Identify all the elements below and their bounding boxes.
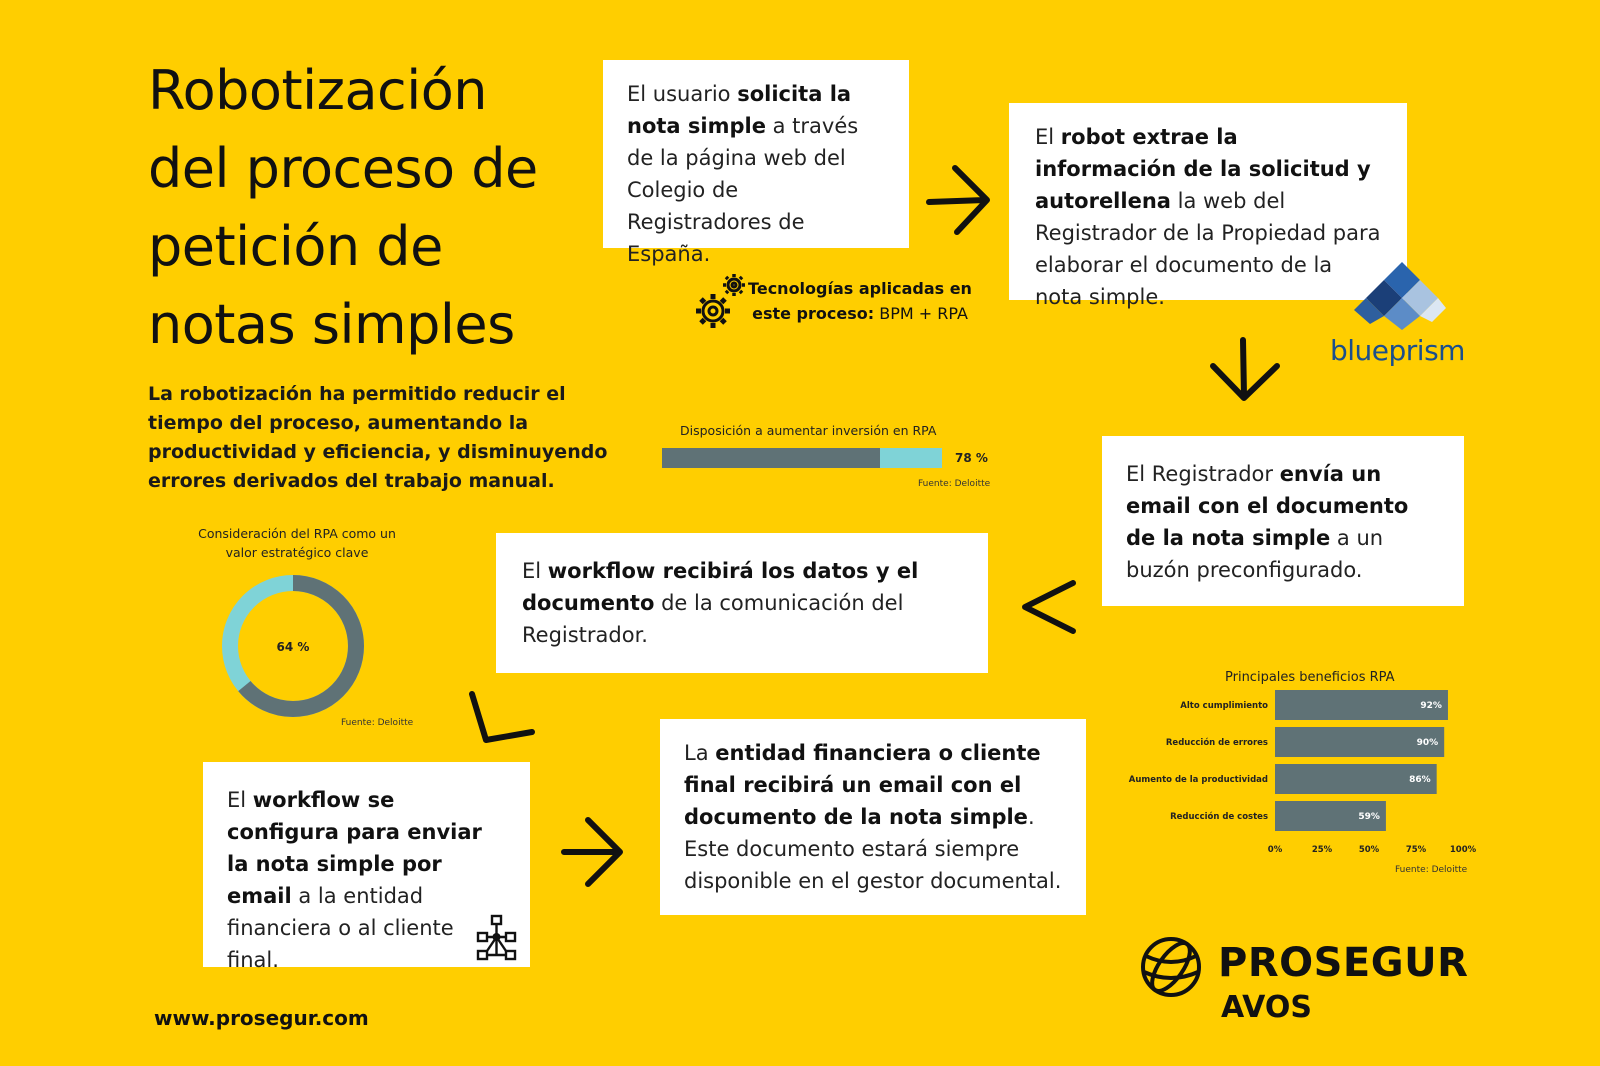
arrow-down-icon <box>1205 336 1285 406</box>
chart-source: Fuente: Deloitte <box>1395 865 1468 875</box>
benefits-bar-chart <box>1110 688 1490 868</box>
step-2-text-a: El <box>1035 125 1061 149</box>
intro-text: La robotización ha permitido reducir el tiempo del proceso, aumentando la productividad y eficiencia, y disminuyendo errores derivados del trabajo manual. <box>148 383 608 492</box>
tech-normal: BPM + RPA <box>874 304 968 323</box>
bar-category-label: Reducción de costes <box>1170 812 1268 822</box>
bar-value-label: 92% <box>1420 701 1442 711</box>
donut-value: 64 % <box>276 640 310 654</box>
step-3-bold: envía un email con el documento de la nota simple <box>1126 462 1409 550</box>
strategic-label <box>180 524 414 562</box>
step-2-box <box>1009 103 1407 309</box>
title-line-2: del proceso de <box>148 137 538 200</box>
bar-value-label: 59% <box>1358 812 1380 822</box>
bar-value-label: 86% <box>1409 775 1431 785</box>
step-1-bold: solicita la nota simple <box>627 82 852 138</box>
x-tick-label: 100% <box>1449 845 1477 855</box>
rpa-investment-fill <box>662 448 880 468</box>
rpa-investment-source: Fuente: Deloitte <box>918 479 991 489</box>
x-tick-label: 75% <box>1405 845 1427 855</box>
gear-icon <box>690 272 748 334</box>
x-tick-label: 50% <box>1358 845 1380 855</box>
step-1-text-a: El usuario <box>627 82 738 106</box>
x-tick-label: 25% <box>1311 845 1333 855</box>
step-5-bold: workflow se configura para enviar la nota simple por email <box>227 788 482 908</box>
step-6-box <box>660 719 1086 915</box>
step-1-box <box>603 60 909 266</box>
arrow-right-icon <box>925 160 995 240</box>
chart-title: Principales beneficios RPA <box>1225 670 1395 685</box>
technologies-note <box>742 276 978 326</box>
tech-bold: Tecnologías aplicadas en este proceso: <box>748 279 972 323</box>
strategic-source: Fuente: Deloitte <box>341 718 414 728</box>
bar-category-label: Alto cumplimiento <box>1180 701 1268 711</box>
blueprism-logo-mark <box>1352 260 1448 332</box>
brand-name: PROSEGUR <box>1218 940 1469 986</box>
page-title <box>148 52 538 364</box>
step-4-box <box>496 533 988 673</box>
website-link[interactable]: www.prosegur.com <box>154 1006 369 1030</box>
title-line-4: notas simples <box>148 293 515 356</box>
step-6-text-a: La <box>684 741 716 765</box>
step-3-box <box>1102 436 1464 606</box>
step-2-text-b: la web del Registrador de la Propiedad para elaborar el documento de la nota simple. <box>1035 189 1381 309</box>
step-3-text-b: a un buzón preconfigurado. <box>1126 526 1384 582</box>
step-5-text-b: a la entidad financiera o al cliente final. <box>227 884 454 972</box>
step-5-box <box>203 762 530 972</box>
bar-value-label: 90% <box>1416 738 1439 748</box>
step-5-text-a: El <box>227 788 253 812</box>
step-6-text-b: . Este documento estará siempre disponible en el gestor documental. <box>684 805 1062 893</box>
step-3-text-a: El Registrador <box>1126 462 1280 486</box>
network-icon <box>475 914 519 962</box>
step-2-bold: robot extrae la información de la solicitud y autorellena <box>1035 125 1371 213</box>
x-tick-label: 0% <box>1267 845 1283 855</box>
arrow-down-left-icon <box>1015 565 1095 645</box>
step-1-text-b: a través de la página web del Colegio de Registradores de España. <box>627 114 859 266</box>
step-4-text-a: El <box>522 559 548 583</box>
strategic-label-line-2: valor estratégico clave <box>225 545 369 560</box>
step-4-bold: workflow recibirá los datos y el documento <box>522 559 919 615</box>
title-line-3: petición de <box>148 215 443 278</box>
globe-icon <box>1138 934 1204 1000</box>
blueprism-logo: blueprism <box>1330 334 1465 367</box>
rpa-investment-label: Disposición a aumentar inversión en RPA <box>680 423 937 438</box>
strategic-donut <box>213 566 373 726</box>
bar-category-label: Aumento de la productividad <box>1128 775 1268 785</box>
arrow-right-icon <box>560 812 630 892</box>
rpa-investment-value: 78 % <box>955 451 988 465</box>
step-4-text-b: de la comunicación del Registrador. <box>522 591 904 647</box>
rpa-investment-bar <box>662 448 942 468</box>
arrow-down-left-icon <box>462 688 542 758</box>
brand-sub: AVOS <box>1221 990 1312 1025</box>
title-line-1: Robotización <box>148 59 488 122</box>
strategic-label-line-1: Consideración del RPA como un <box>198 526 396 541</box>
bar-category-label: Reducción de errores <box>1165 738 1268 748</box>
step-6-bold: entidad financiera o cliente final recibirá un email con el documento de la nota simple <box>684 741 1041 829</box>
